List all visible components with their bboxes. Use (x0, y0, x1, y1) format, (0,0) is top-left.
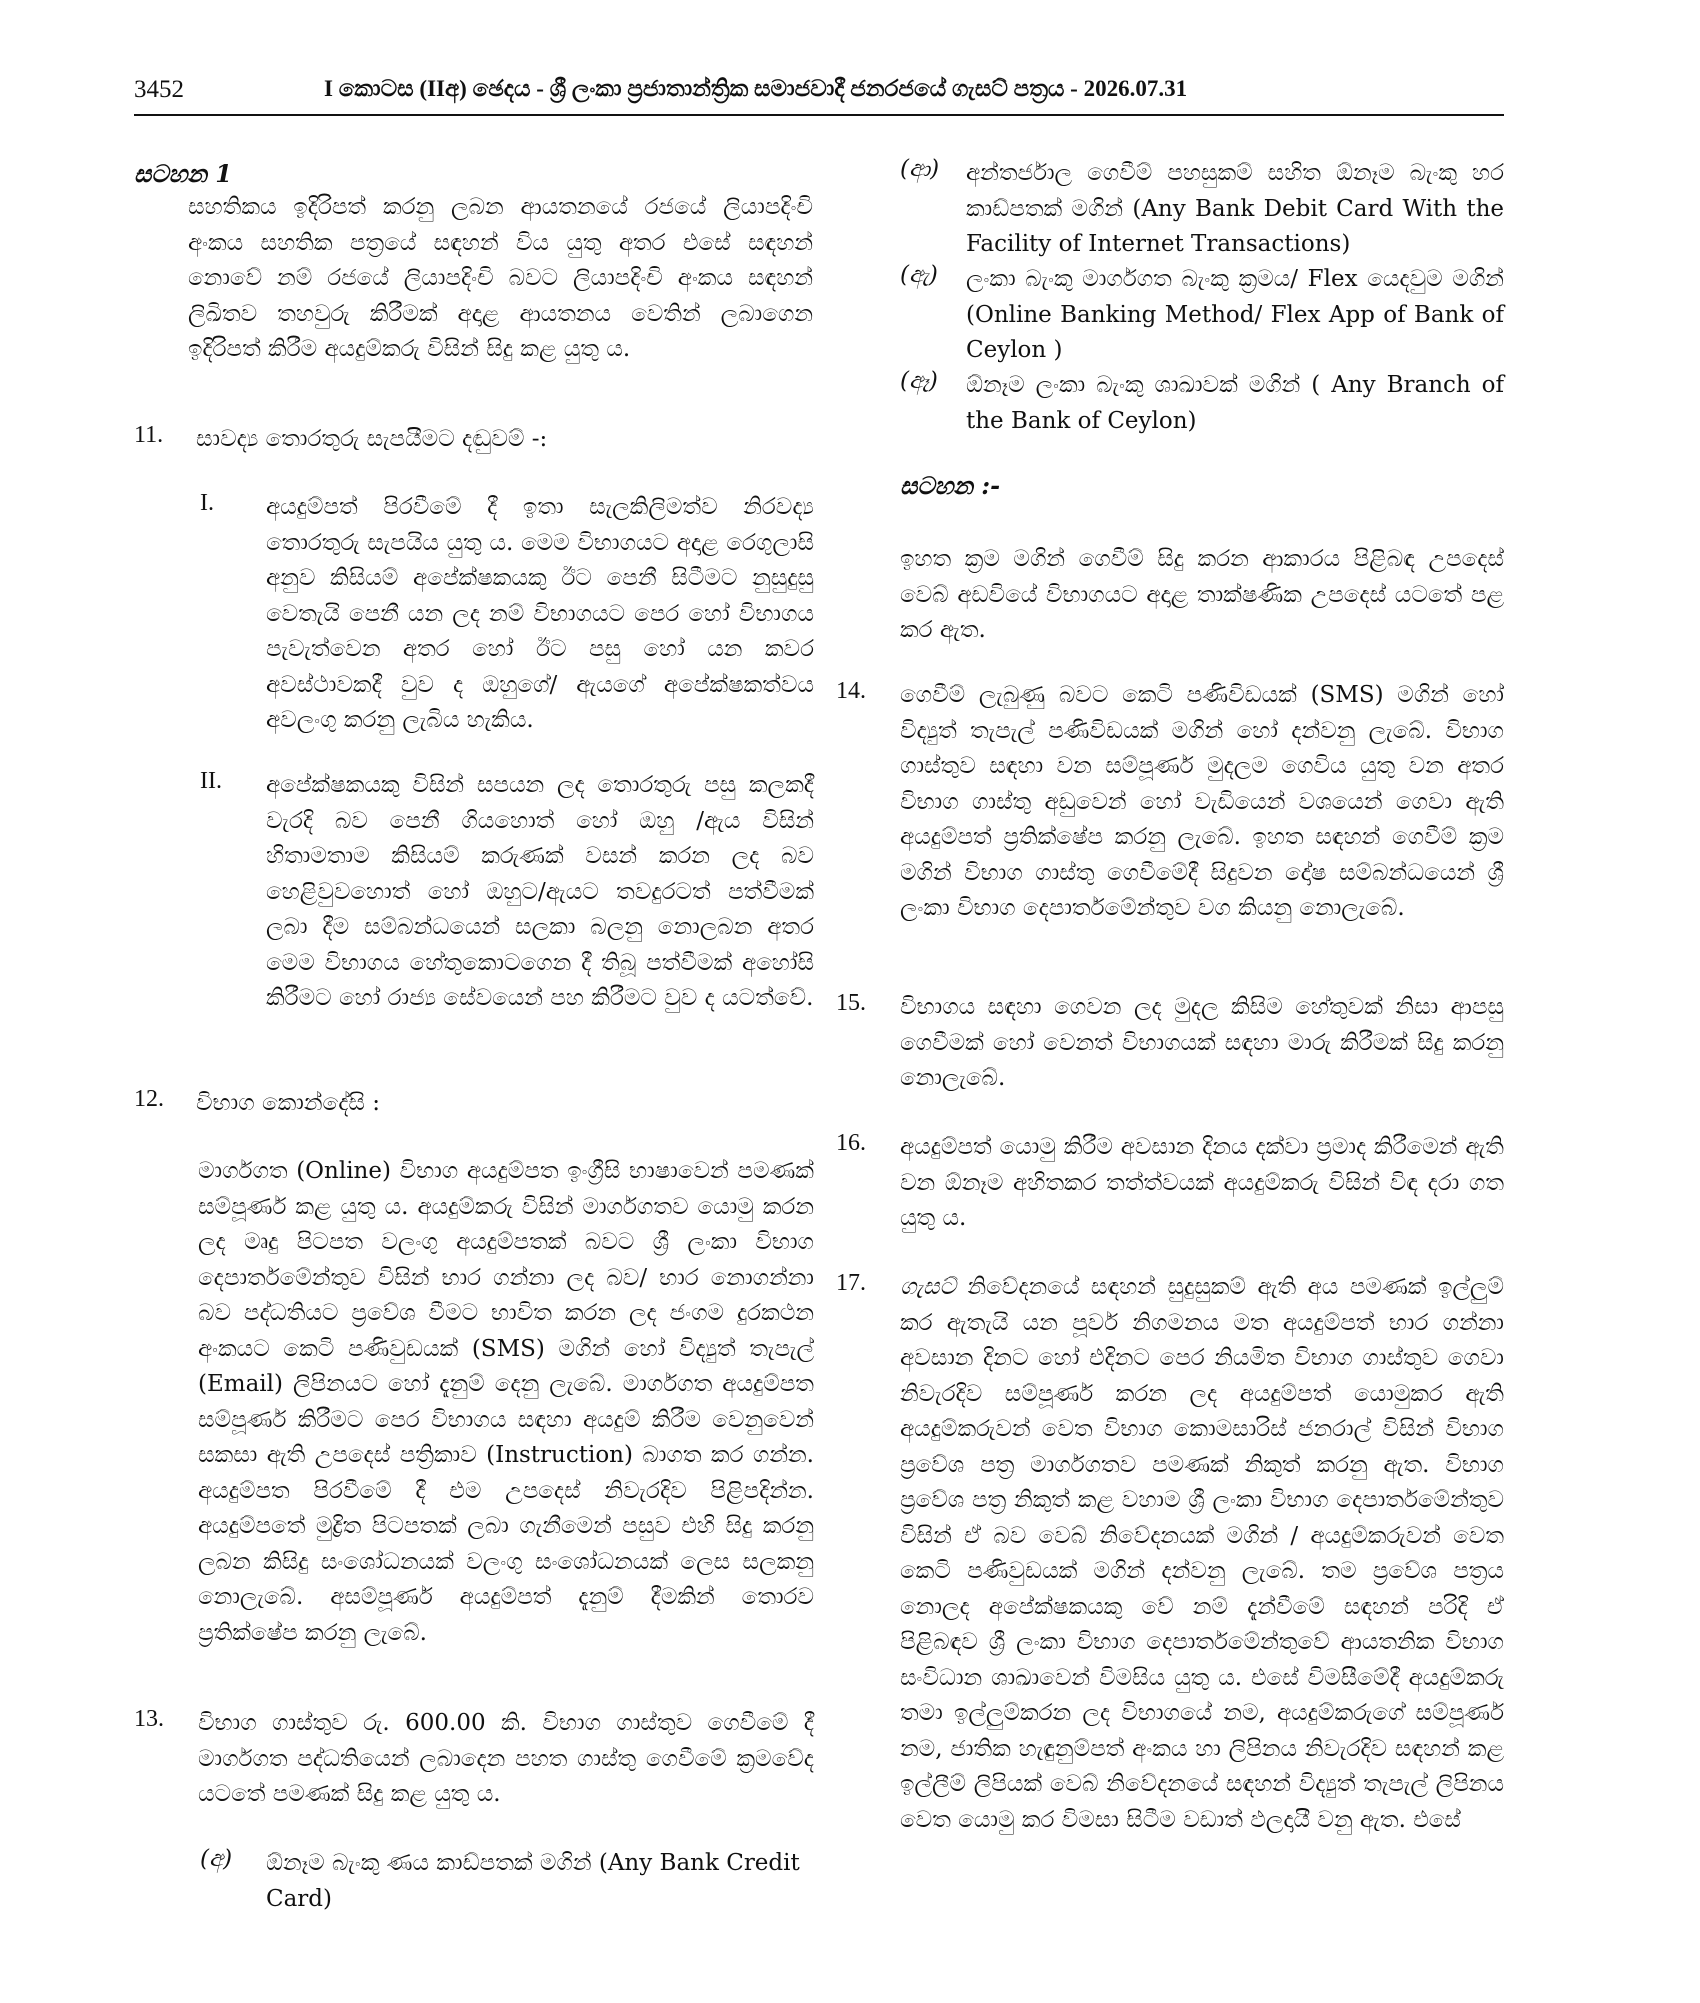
section-13-a-text: ඕනෑම බැංකු ණය කාඩ්පතක් මගින් (Any Bank Credit Card) (266, 1850, 800, 1912)
section-12-text: මාර්ගගත (Online) විභාග අයදුම්පත ඉංග්‍රීසි භාෂාවෙන් පමණක් සම්පූර්ණ කළ යුතු ය. අයදුම්කරු විසින් මාර්ගගතව යොමු කරන ලද මෘදු පිටපත වලංගු අයදුම්පතක් බවට ශ්‍රී ලංකා විභාග දෙපාර්තමේන්තුව විසින් භාර ගන්නා ලද බව/ භාර නොගන්නා බව පද්ධතියට ප්‍රවේශ වීමට භාවිත කරන ලද ජංගම දුරකථන අංකයට කෙටි පණිවුඩයක් (SMS) මගින් හෝ විද්‍යුත් තැපැල් (Email) ලිපිනයට හෝ දැනුම් දෙනු ලැබේ. මාර්ගගත අයදුම්පත සම්පූර්ණ කිරීමට පෙර විභාගය සඳහා අයදුම් කිරීම වෙනුවෙන් සකසා ඇති උපදෙස් පත්‍රිකාව (Instruction) බාගත කර ගන්න. අයදුම්පත පිරවීමේ දී එම උපදෙස් නිවැරදිව පිළිපදින්න. අයදුම්පතේ මුද්‍රිත පිටපතක් ලබා ගැනීමෙන් පසුව එහි සිදු කරනු ලබන කිසිදු සංශෝධනයක් වලංගු සංශෝධනයක් ලෙස සලකනු නොලැබේ. අසම්පූර්ණ අයදුම්පත් දැනුම් දීමකින් තොරව ප්‍රතික්ෂේප කරනු ලැබේ. (198, 1158, 814, 1646)
section-11-ii-text: අපේක්ෂකයකු විසින් සපයන ලද තොරතුරු පසු කලකදී වැරදි බව පෙනී ගියහොත් හෝ ඔහු /ඇය විසින් හිතාමතාම කිසියම් කරුණක් වසන් කරන ලද බව හෙළිවුවහොත් හෝ ඔහුට/ඇයට තවදුරටත් පත්වීමක් ලබා දීම සම්බන්ධයෙන් සලකා බලනු නොලබන අතර මෙම විභාගය හේතුකොටගෙන දී තිබූ පත්වීමක් අහෝසි කිරීමට හෝ රාජ්‍ය සේවයෙන් පහ කිරීමට වුව ද යටත්වේ. (266, 772, 814, 1011)
section-14-number: 14. (836, 678, 866, 704)
section-13-a-label: (අ) (200, 1846, 233, 1872)
section-13-aee-label: (ඈ) (900, 368, 938, 394)
section-11-i-label: I. (200, 490, 214, 516)
page-number: 3452 (134, 76, 184, 103)
section-16-number: 16. (836, 1130, 866, 1156)
section-11-number: 11. (134, 422, 164, 448)
section-11-ii-label: II. (200, 768, 222, 794)
header-rule (134, 114, 1504, 116)
section-13-text: විභාග ගාස්තුව රු. 600.00 කි. විභාග ගාස්තුව ගෙවීමේ දී මාර්ගගත පද්ධතියෙන් ලබාදෙන පහත ගාස්තු ගෙවීමේ ක්‍රමවේද යටතේ පමණක් සිදු කළ යුතු ය. (198, 1710, 814, 1807)
section-13-aee-text: ඕනෑම ලංකා බැංකු ශාඛාවක් මගින් ( Any Branch of the Bank of Ceylon) (966, 372, 1504, 434)
section-15-text: විභාගය සඳහා ගෙවන ලද මුදල කිසිම හේතුවක් නිසා ආපසු ගෙවීමක් හෝ වෙනත් විභාගයක් සඳහා මාරු කිරීමක් සිදු කරනු නොලැබේ. (900, 994, 1504, 1091)
payment-note-text: ඉහත ක්‍රම මගින් ගෙවීම් සිදු කරන ආකාරය පිළිබඳ උපදෙස් වෙබ් අඩවියේ විභාගයට අදාළ තාක්ෂණික උපදෙස් යටතේ පළ කර ඇත. (900, 546, 1504, 643)
section-17-number: 17. (836, 1270, 866, 1296)
note-1-title: සටහන 1 (134, 159, 232, 188)
gazette-header-title: I කොටස (IIඅ) ඡෙදය - ශ්‍රී ලංකා ප්‍රජාතාන්ත්‍රික සමාජවාදී ජනරජයේ ගැසට් පත්‍රය - 2026.07.31 (324, 76, 1188, 101)
section-13-ae-text: ලංකා බැංකු මාර්ගගත බැංකු ක්‍රමය/ Flex යෙදවුම මගින් (Online Banking Method/ Flex App of Bank of Ceylon ) (966, 266, 1504, 363)
section-11-i-text: අයදුම්පත් පිරවීමේ දී ඉතා සැලකිලිමත්ව නිරවද්‍ය තොරතුරු සැපයිය යුතු ය. මෙම විභාගයට අදාළ රෙගුලාසි අනුව කිසියම් අපේක්ෂකයකු ඊට පෙනී සිටීමට නුසුදුසු වෙතැයි පෙනී යන ලද නම් විභාගයට පෙර හෝ විභාගය පැවැත්වෙන අතර හෝ ඊට පසු හෝ යන කවර අවස්ථාවකදී වුව ද ඔහුගේ/ ඇයගේ අපේක්ෂකත්වය අවලංගු කරනු ලැබිය හැකිය. (266, 494, 814, 733)
note-1-text: සහතිකය ඉදිරිපත් කරනු ලබන ආයතනයේ රජයේ ලියාපදිංචි අංකය සහතික පත්‍රයේ සඳහන් විය යුතු අතර එසේ සඳහන් නොවේ නම් රජයේ ලියාපදිංචි බවට ලියාපදිංචි අංකය සඳහන් ලිඛිතව තහවුරු කිරීමක් අදාළ ආයතනය වෙතින් ලබාගෙන ඉදිරිපත් කිරීම අයදුම්කරු විසින් සිදු කළ යුතු ය. (188, 194, 813, 362)
section-13-number: 13. (134, 1706, 164, 1732)
section-16-text: අයදුම්පත් යොමු කිරීම අවසාන දිනය දක්වා ප්‍රමාද කිරීමෙන් ඇති වන ඕනෑම අහිතකර තත්ත්වයක් අයදුම්කරු විසින් විඳ දරා ගත යුතු ය. (900, 1134, 1504, 1231)
section-13-ae-label: (ඇ) (900, 262, 938, 288)
payment-note-title: සටහන :- (900, 471, 1001, 500)
section-13-aa-text: අන්තර්ජාල ගෙවීම් පහසුකම් සහිත ඕනෑම බැංකු හර කාඩ්පතක් මගින් (Any Bank Debit Card With the Facility of Internet Transactions) (966, 160, 1504, 257)
section-11-title: සාවද්‍ය තොරතුරු සැපයීමට දඬුවම් -: (196, 426, 548, 452)
section-14-text: ගෙවීම් ලැබුණු බවට කෙටි පණිවිඩයක් (SMS) මගින් හෝ විද්‍යුත් තැපැල් පණිවිඩයක් මගින් හෝ දන්වනු ලැබේ. විභාග ගාස්තුව සඳහා වන සම්පූර්ණ මුදලම ගෙවිය යුතු වන අතර විභාග ගාස්තු අඩුවෙන් හෝ වැඩියෙන් වශයෙන් ගෙවා ඇති අයදුම්පත් ප්‍රතික්ෂේප කරනු ලැබේ. ඉහත සඳහන් ගෙවීම් ක්‍රම මගින් විභාග ගාස්තු ගෙවීමේදී සිදුවන දෝෂ සම්බන්ධයෙන් ශ්‍රී ලංකා විභාග දෙපාර්තමේන්තුව වග කියනු නොලැබේ. (900, 682, 1504, 921)
section-17-lead: ගැසට් (900, 1274, 956, 1300)
page-header (134, 76, 1504, 118)
section-17-body: නිවේදනයේ සඳහන් සුදුසුකම් ඇති අය පමණක් ඉල්ලුම් කර ඇතැයි යන පූර්ව නිගමනය මත අයදුම්පත් භාර ගන්නා අවසාන දිනට හෝ එදිනට පෙර නියමිත විභාග ගාස්තුව ගෙවා නිවැරදිව සම්පූර්ණ කරන ලද අයදුම්පත් යොමුකර ඇති අයදුම්කරුවන් වෙත විභාග කොමසාරිස් ජනරාල් විසින් විභාග ප්‍රවේශ පත්‍ර මාර්ගගතව පමණක් නිකුත් කරනු ඇත. විභාග ප්‍රවේශ පත්‍ර නිකුත් කළ වහාම ශ්‍රී ලංකා විභාග දෙපාර්තමේන්තුව විසින් ඒ බව වෙබ් නිවේදනයක් මගින් / අයදුම්කරුවන් වෙත කෙටි පණිවුඩයක් මගින් දන්වනු ලැබේ. තම ප්‍රවේශ පත්‍රය නොලද අපේක්ෂකයකු වේ නම් දැන්වීමේ සඳහන් පරිදි ඒ පිළිබඳව ශ්‍රී ලංකා විභාග දෙපාර්තමේන්තුවේ ආයතනික විභාග සංවිධාන ශාඛාවෙන් විමසිය යුතු ය. එසේ විමසීමේදී අයදුම්කරු තමා ඉල්ලුම්කරන ලද විභාගයේ නම, අයදුම්කරුගේ සම්පූර්ණ නම, ජාතික හැඳුනුම්පත් අංකය හා ලිපිනය නිවැරදිව සඳහන් කළ ඉල්ලීම් ලිපියක් වෙබ් නිවේදනයේ සඳහන් විද්‍යුත් තැපැල් ලිපිනය වෙත යොමු කර විමසා සිටීම වඩාත් ඵලදායී වනු ඇත. එසේ (900, 1274, 1504, 1833)
section-12-number: 12. (134, 1086, 164, 1112)
section-12-title: විභාග කොන්දේසි : (196, 1090, 381, 1116)
section-13-aa-label: (ආ) (900, 156, 940, 182)
section-15-number: 15. (836, 990, 866, 1016)
section-17-text (900, 1270, 1504, 1838)
